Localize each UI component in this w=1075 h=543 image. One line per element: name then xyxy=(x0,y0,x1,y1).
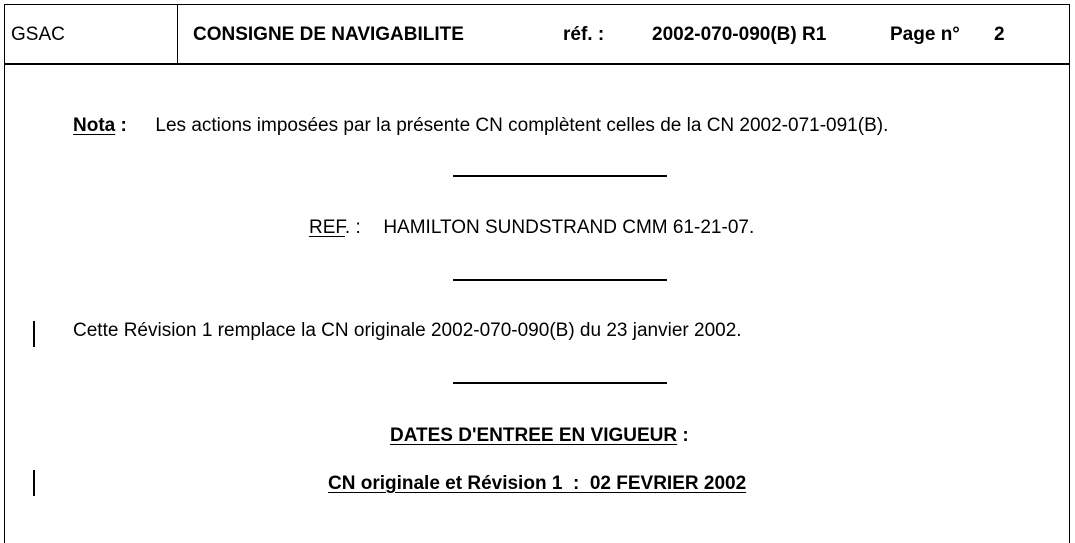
revision-text: Cette Révision 1 remplace la CN originale 2002-070-090(B) du 23 janvier 2002. xyxy=(73,320,742,341)
dates-title: DATES D'ENTREE EN VIGUEUR xyxy=(390,425,678,446)
revision-bar xyxy=(33,321,35,347)
ref-line xyxy=(309,217,754,239)
dates-title-line xyxy=(390,425,689,447)
nota-line xyxy=(73,115,888,137)
header-separator xyxy=(177,4,178,64)
nota-colon: : xyxy=(120,115,127,136)
separator-rule xyxy=(453,279,667,281)
ref-text: HAMILTON SUNDSTRAND CMM 61-21-07. xyxy=(383,217,755,238)
ref-punct: . : xyxy=(344,217,361,238)
agency-label: GSAC xyxy=(11,24,65,45)
reference-number: 2002-070-090(B) R1 xyxy=(652,24,827,45)
revision-bar xyxy=(33,470,35,496)
dates-colon: : xyxy=(682,425,689,446)
reference-label: réf. : xyxy=(563,24,605,45)
separator-rule xyxy=(453,175,667,177)
ref-label: REF xyxy=(309,217,345,238)
page-number: 2 xyxy=(994,24,1005,45)
effective-date-line: CN originale et Révision 1 : 02 FEVRIER 2002 xyxy=(328,473,747,494)
page-label: Page n° xyxy=(890,24,960,45)
separator-rule xyxy=(453,382,667,384)
page-frame xyxy=(4,4,1070,543)
nota-label: Nota xyxy=(73,115,116,136)
nota-text: Les actions imposées par la présente CN complètent celles de la CN 2002-071-091(B). xyxy=(155,115,889,136)
document-type: CONSIGNE DE NAVIGABILITE xyxy=(193,24,464,45)
